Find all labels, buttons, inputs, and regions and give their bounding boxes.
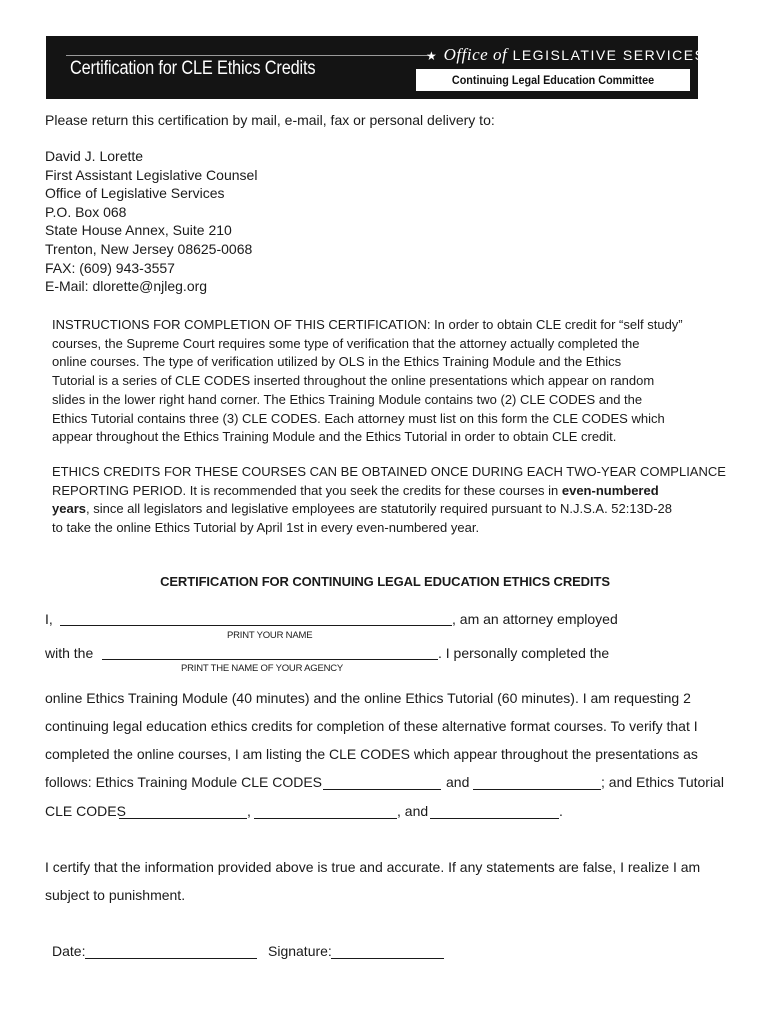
tutorial-code-3-field[interactable] [430,817,559,819]
body-line: continuing legal education ethics credits for completion of these alternative format courses. To verify that I [45,718,698,734]
address-line: David J. Lorette [45,148,144,164]
date-field[interactable] [85,957,257,959]
body-line: online Ethics Training Module (40 minutes) and the online Ethics Tutorial (60 minutes). I am requesting 2 [45,690,691,706]
training-code-1-field[interactable] [323,788,441,790]
paragraph-line: Tutorial is a series of CLE CODES inserted throughout the online presentations which appear on random [52,373,655,389]
name-field[interactable] [60,624,452,626]
certify-statement: I certify that the information provided above is true and accurate. If any statements are false, I realize I am [45,859,701,875]
paragraph-line: Ethics Tutorial contains three (3) CLE CODES. Each attorney must list on this form the CLE CODES which [52,410,665,426]
address-line: Office of Legislative Services [45,185,225,202]
agency-field[interactable] [102,658,438,660]
and-text: , and [397,803,429,819]
signature-field[interactable] [331,957,444,959]
body-line: follows: Ethics Training Module CLE CODES [45,774,322,790]
employed-text: , am an attorney employed [452,611,618,627]
body-line: ; and Ethics Tutorial [601,774,724,790]
address-line: P.O. Box 068 [45,203,127,220]
address-line: First Assistant Legislative Counsel [45,166,258,183]
paragraph-line: to take the online Ethics Tutorial by April 1st in every even-numbered year. [52,520,480,536]
return-instructions: Please return this certification by mail, e-mail, fax or personal delivery to: [45,112,495,128]
committee-name: Continuing Legal Education Committee [451,73,655,87]
paragraph-text: , since all legislators and legislative employees are statutorily required pursuant to N.J.S.A. 52:13D-28 [85,501,673,517]
training-code-2-field[interactable] [473,788,601,790]
address-line: E-Mail: dlorette@njleg.org [45,278,208,295]
address-line: State House Annex, Suite 210 [45,222,232,239]
paragraph-line: courses, the Supreme Court requires some type of verification that the attorney actually completed the [52,335,640,351]
paragraph-line: online courses. The type of verification utilized by OLS in the Ethics Training Module and the Ethics [52,354,622,370]
paragraph-line: slides in the lower right hand corner. The Ethics Training Module contains two (2) CLE CODES and the [52,391,643,407]
paragraph-line: appear throughout the Ethics Training Module and the Ethics Tutorial in order to obtain CLE credit. [52,429,617,445]
with-the-label: with the [45,645,94,661]
emphasis-text: even-numbered [561,482,659,498]
header-banner [46,36,724,99]
paragraph-text: REPORTING PERIOD. It is recommended that you seek the credits for these courses in [52,482,562,498]
and-text: and [446,774,470,790]
emphasis-text: years [52,501,86,517]
committee-box [415,68,691,92]
form-title: Certification for CLE Ethics Credits [70,58,316,79]
compliance-paragraph [52,463,726,538]
star-icon: ★ [426,49,439,63]
tutorial-code-2-field[interactable] [254,817,397,819]
date-label: Date: [52,943,86,959]
instructions-paragraph [52,316,712,447]
signature-label: Signature: [268,943,332,959]
cle-codes-label: CLE CODES [45,803,126,819]
paragraph-line [52,500,712,519]
period-text: . [559,803,563,819]
office-label: LEGISLATIVE SERVICES [512,47,706,63]
address-line: FAX: (609) 943-3557 [45,259,175,276]
paragraph-line: INSTRUCTIONS FOR COMPLETION OF THIS CERTIFICATION: In order to obtain CLE credit for “self study” [52,317,683,332]
agency-caption: PRINT THE NAME OF YOUR AGENCY [181,663,344,674]
office-prefix: Office of [443,45,508,64]
i-label: I, [45,611,53,627]
paragraph-line [52,482,712,501]
certify-statement: subject to punishment. [45,887,186,903]
completed-text: . I personally completed the [438,645,610,661]
certification-heading: CERTIFICATION FOR CONTINUING LEGAL EDUCATION ETHICS CREDITS [160,574,610,589]
mailing-address [45,147,257,296]
star-icon: ★ [710,49,724,63]
tutorial-code-1-field[interactable] [119,817,247,819]
office-name [426,45,723,65]
banner-rule [66,55,429,56]
body-line: completed the online courses, I am listing the CLE CODES which appear throughout the presentations as [45,746,698,762]
address-line: Trenton, New Jersey 08625-0068 [45,240,253,257]
comma-text: , [247,803,251,819]
paragraph-line: ETHICS CREDITS FOR THESE COURSES CAN BE OBTAINED ONCE DURING EACH TWO-YEAR COMPLIANCE [52,464,726,479]
name-caption: PRINT YOUR NAME [227,630,313,641]
